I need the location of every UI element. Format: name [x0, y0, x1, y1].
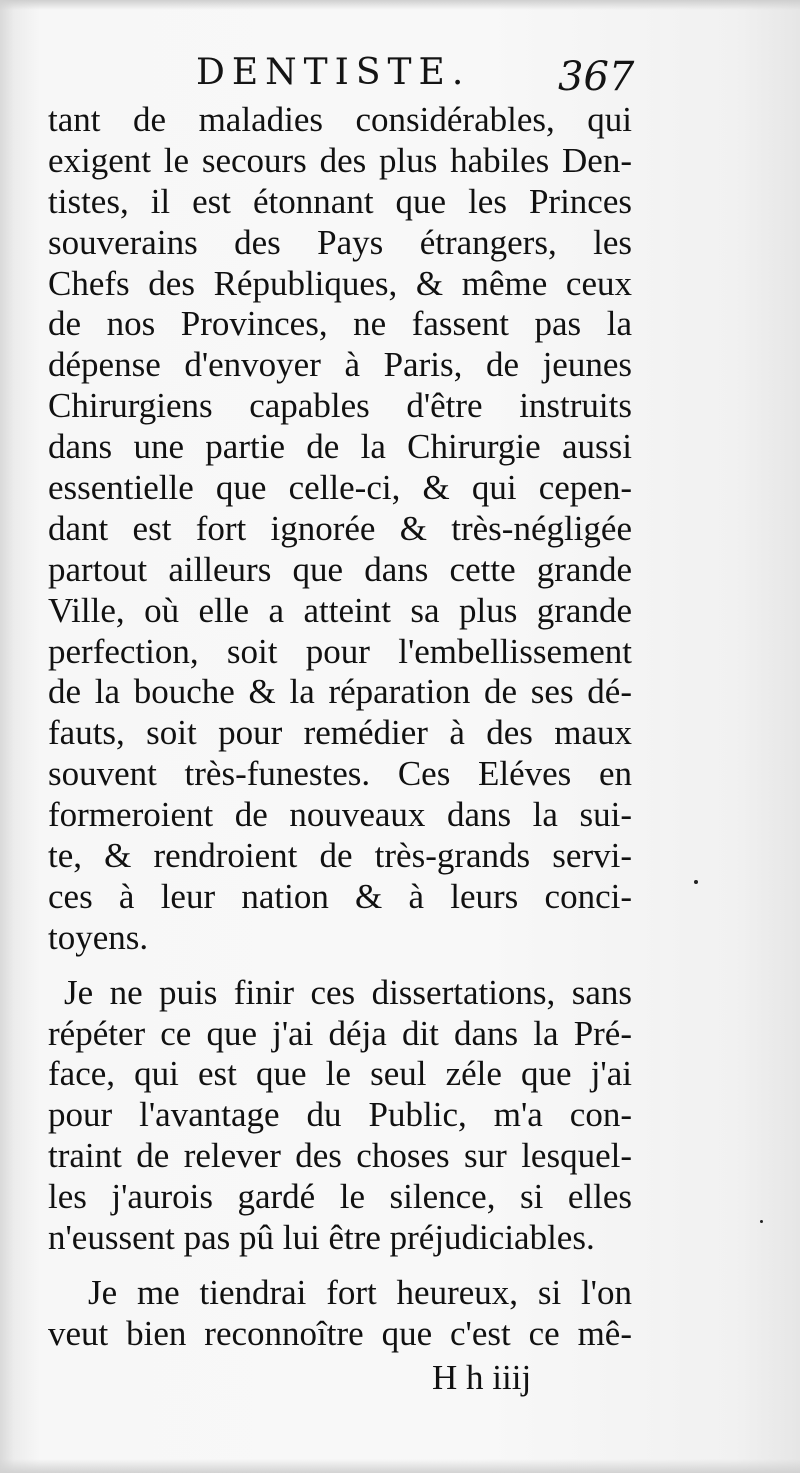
running-head: DENTISTE.: [196, 52, 471, 93]
text-line: de la bouche & la réparation de ses dé-: [48, 672, 632, 712]
page-number: 367: [558, 54, 635, 100]
paragraph-gap: [48, 959, 632, 973]
text-line: souverains des Pays étrangers, les: [48, 222, 632, 262]
text-line: répéter ce que j'ai déja dit dans la Pré-: [48, 1013, 632, 1053]
text-line: traint de relever des choses sur lesquel-: [48, 1136, 632, 1176]
text-line: perfection, soit pour l'embellissement: [48, 631, 632, 671]
text-line: tant de maladies considérables, qui: [48, 100, 632, 139]
paragraph-2: [48, 973, 632, 1259]
paragraph-3: [48, 1273, 632, 1355]
text-line: de nos Provinces, ne fassent pas la: [48, 304, 632, 344]
page-top-shadow: [0, 0, 800, 10]
text-line: n'eussent pas pû lui être préjudiciables.: [48, 1218, 595, 1258]
text-line: partout ailleurs que dans cette grande: [48, 549, 632, 589]
text-line: toyens.: [48, 917, 149, 957]
text-line: dans une partie de la Chirurgie aussi: [48, 427, 632, 467]
text-line: exigent le secours des plus habiles Den-: [48, 140, 632, 180]
text-line: dant est fort ignorée & très-négligée: [48, 508, 632, 548]
text-line: dépense d'envoyer à Paris, de jeunes: [48, 345, 632, 385]
text-line: face, qui est que le seul zéle que j'ai: [48, 1054, 632, 1094]
text-line: souvent très-funestes. Ces Eléves en: [48, 754, 632, 794]
text-line: Chefs des Républiques, & même ceux: [48, 263, 632, 303]
text-line: Je me tiendrai fort heureux, si l'on: [88, 1272, 632, 1312]
text-line: fauts, soit pour remédier à des maux: [48, 713, 632, 753]
text-line: essentielle que celle-ci, & qui cepen-: [48, 468, 632, 508]
text-line: te, & rendroient de très-grands servi-: [48, 836, 632, 876]
text-line: formeroient de nouveaux dans la sui-: [48, 795, 632, 835]
page-bottom-shadow: [0, 1459, 800, 1473]
text-line: tistes, il est étonnant que les Princes: [48, 181, 632, 221]
body-text: [48, 100, 632, 1355]
text-line: Chirurgiens capables d'être instruits: [48, 386, 632, 426]
ink-speck: [760, 1220, 763, 1223]
paragraph-1: [48, 100, 632, 959]
text-line: Ville, où elle a atteint sa plus grande: [48, 590, 632, 630]
text-line: les j'aurois gardé le silence, si elles: [48, 1177, 632, 1217]
ink-speck: [694, 880, 698, 884]
signature-mark: H h iiij: [432, 1358, 532, 1397]
text-line: ces à leur nation & à leurs conci-: [48, 876, 632, 916]
text-line: veut bien reconnoître que c'est ce mê-: [48, 1313, 632, 1353]
text-line: pour l'avantage du Public, m'a con-: [48, 1095, 632, 1135]
text-line: Je ne puis finir ces dissertations, sans: [64, 972, 632, 1012]
paragraph-gap: [48, 1259, 632, 1273]
